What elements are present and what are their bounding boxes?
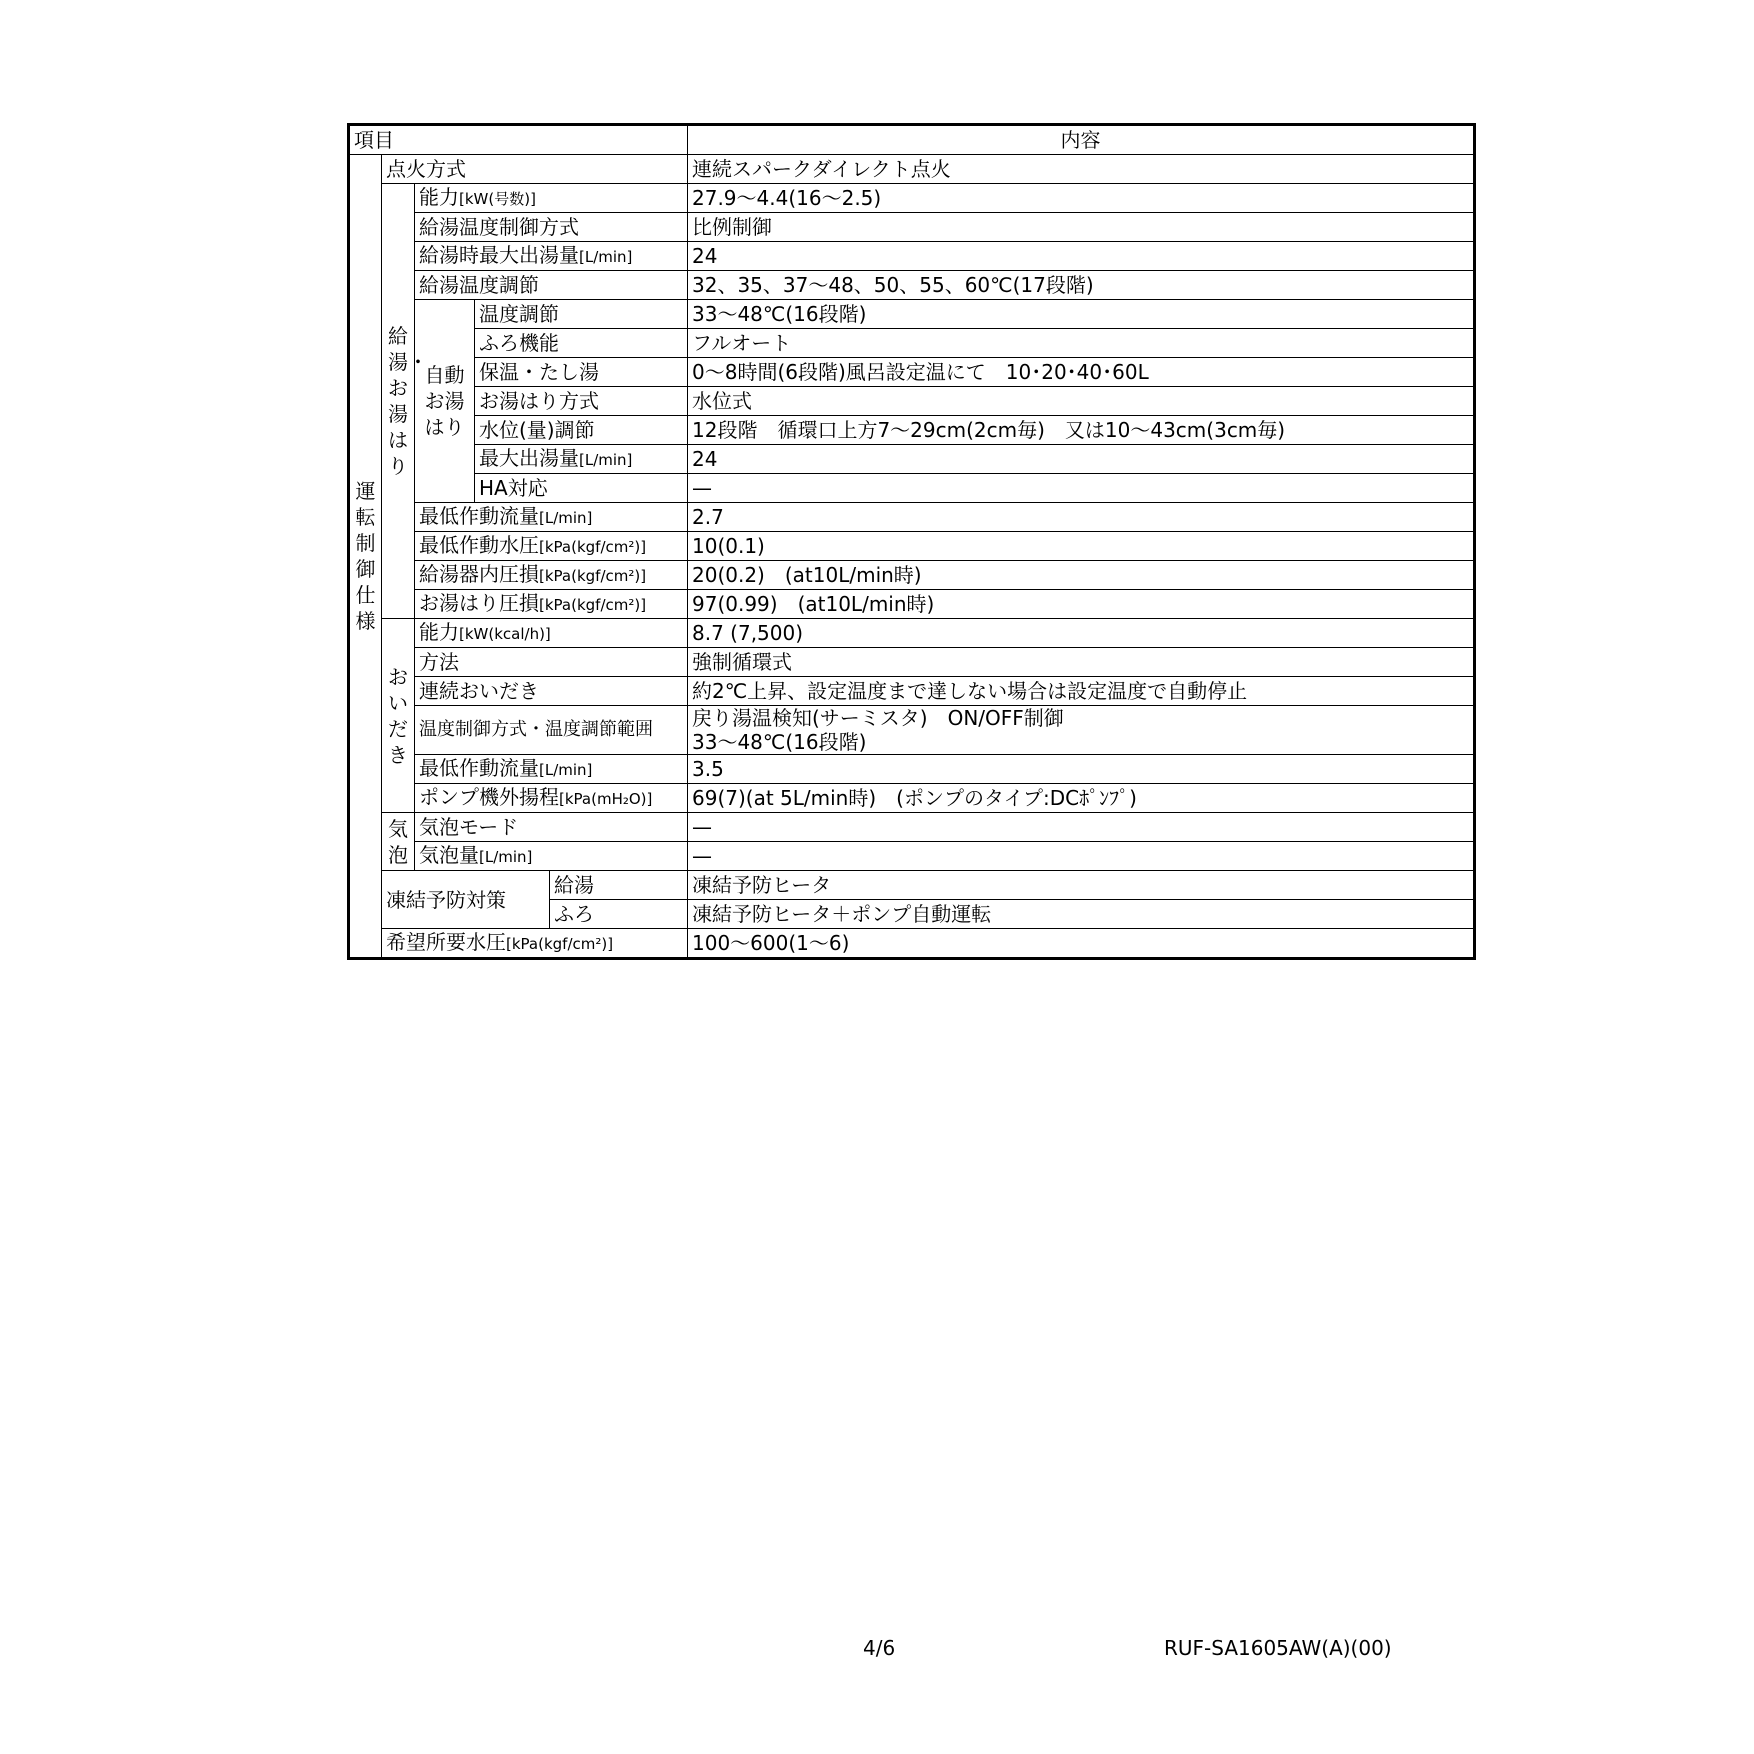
row-label: お湯はり方式 — [475, 387, 688, 416]
row-label: 希望所要水圧[kPa(kgf/cm²)] — [382, 929, 688, 959]
row-value: 戻り湯温検知(サーミスタ) ON/OFF制御 33～48℃(16段階) — [688, 706, 1475, 755]
row-value: 0～8時間(6段階)風呂設定温にて 10･20･40･60L — [688, 358, 1475, 387]
table-row — [349, 242, 1475, 271]
table-row — [349, 300, 1475, 329]
row-label: 保温・たし湯 — [475, 358, 688, 387]
row-label: 最低作動流量[L/min] — [415, 755, 688, 784]
table-row — [349, 813, 1475, 842]
table-row — [349, 474, 1475, 503]
row-value: 8.7 (7,500) — [688, 619, 1475, 648]
row-value: — — [688, 842, 1475, 871]
row-sublabel: 給湯 — [550, 871, 688, 900]
row-value: 比例制御 — [688, 213, 1475, 242]
group-bubble-label: 気泡 — [382, 813, 415, 871]
row-label: 凍結予防対策 — [382, 871, 550, 929]
table-row — [349, 271, 1475, 300]
row-label: 気泡量[L/min] — [415, 842, 688, 871]
row-value: — — [688, 813, 1475, 842]
table-row — [349, 590, 1475, 619]
row-value: 凍結予防ヒータ — [688, 871, 1475, 900]
row-value: 水位式 — [688, 387, 1475, 416]
table-row — [349, 842, 1475, 871]
row-value: — — [688, 474, 1475, 503]
row-label: 点火方式 — [382, 155, 688, 184]
table-row — [349, 532, 1475, 561]
row-value: 強制循環式 — [688, 648, 1475, 677]
row-value: フルオート — [688, 329, 1475, 358]
row-value: 100～600(1～6) — [688, 929, 1475, 959]
row-label: 温度調節 — [475, 300, 688, 329]
spec-table — [347, 123, 1476, 960]
row-value: 2.7 — [688, 503, 1475, 532]
table-row — [349, 929, 1475, 959]
table-row — [349, 619, 1475, 648]
row-label: HA対応 — [475, 474, 688, 503]
row-value: 24 — [688, 242, 1475, 271]
row-value: 約2℃上昇、設定温度まで達しない場合は設定温度で自動停止 — [688, 677, 1475, 706]
row-label: 連続おいだき — [415, 677, 688, 706]
document-id: RUF-SA1605AW(A)(00) — [1164, 1636, 1392, 1660]
table-row — [349, 755, 1475, 784]
row-label: 能力[kW(kcal/h)] — [415, 619, 688, 648]
row-value: 凍結予防ヒータ＋ポンプ自動運転 — [688, 900, 1475, 929]
table-row — [349, 784, 1475, 813]
table-row — [349, 561, 1475, 590]
row-value: 10(0.1) — [688, 532, 1475, 561]
row-label: 最低作動水圧[kPa(kgf/cm²)] — [415, 532, 688, 561]
row-label: 水位(量)調節 — [475, 416, 688, 445]
row-label: 気泡モード — [415, 813, 688, 842]
row-sublabel: ふろ — [550, 900, 688, 929]
row-label: 給湯器内圧損[kPa(kgf/cm²)] — [415, 561, 688, 590]
row-label: 給湯温度調節 — [415, 271, 688, 300]
group-auto-fill-label: 自動お湯はり — [415, 300, 475, 503]
table-row — [349, 213, 1475, 242]
row-label: 給湯時最大出湯量[L/min] — [415, 242, 688, 271]
group-reheat-label: おいだき — [382, 619, 415, 813]
table-row — [349, 416, 1475, 445]
row-label: 最低作動流量[L/min] — [415, 503, 688, 532]
table-row — [349, 445, 1475, 474]
row-label: 最大出湯量[L/min] — [475, 445, 688, 474]
table-row — [349, 503, 1475, 532]
header-item: 項目 — [349, 125, 688, 155]
table-row — [349, 387, 1475, 416]
table-row — [349, 677, 1475, 706]
table-row — [349, 871, 1475, 900]
table-row — [349, 358, 1475, 387]
table-row — [349, 155, 1475, 184]
row-value: 32、35、37～48、50、55、60℃(17段階) — [688, 271, 1475, 300]
row-label: お湯はり圧損[kPa(kgf/cm²)] — [415, 590, 688, 619]
row-value: 3.5 — [688, 755, 1475, 784]
row-label: 方法 — [415, 648, 688, 677]
row-label: 給湯温度制御方式 — [415, 213, 688, 242]
row-value: 97(0.99) (at10L/min時) — [688, 590, 1475, 619]
row-value: 27.9～4.4(16～2.5) — [688, 184, 1475, 213]
table-row — [349, 329, 1475, 358]
row-label: 温度制御方式・温度調節範囲 — [415, 706, 688, 755]
group-hot-water-label: 給湯・お湯はり — [382, 184, 415, 619]
row-value: 20(0.2) (at10L/min時) — [688, 561, 1475, 590]
row-value: 12段階 循環口上方7～29cm(2cm毎) 又は10～43cm(3cm毎) — [688, 416, 1475, 445]
row-label: 能力[kW(号数)] — [415, 184, 688, 213]
row-value: 33～48℃(16段階) — [688, 300, 1475, 329]
table-row — [349, 706, 1475, 755]
row-value: 69(7)(at 5L/min時) (ポンプのタイプ:DCﾎﾟﾝﾌﾟ) — [688, 784, 1475, 813]
row-label: ふろ機能 — [475, 329, 688, 358]
table-row — [349, 184, 1475, 213]
table-row — [349, 648, 1475, 677]
header-content: 内容 — [688, 125, 1475, 155]
row-value: 24 — [688, 445, 1475, 474]
row-label: ポンプ機外揚程[kPa(mH₂O)] — [415, 784, 688, 813]
header-row — [349, 125, 1475, 155]
row-value: 連続スパークダイレクト点火 — [688, 155, 1475, 184]
page-number: 4/6 — [863, 1636, 896, 1660]
group-operation-label: 運転制御仕様 — [349, 155, 382, 959]
